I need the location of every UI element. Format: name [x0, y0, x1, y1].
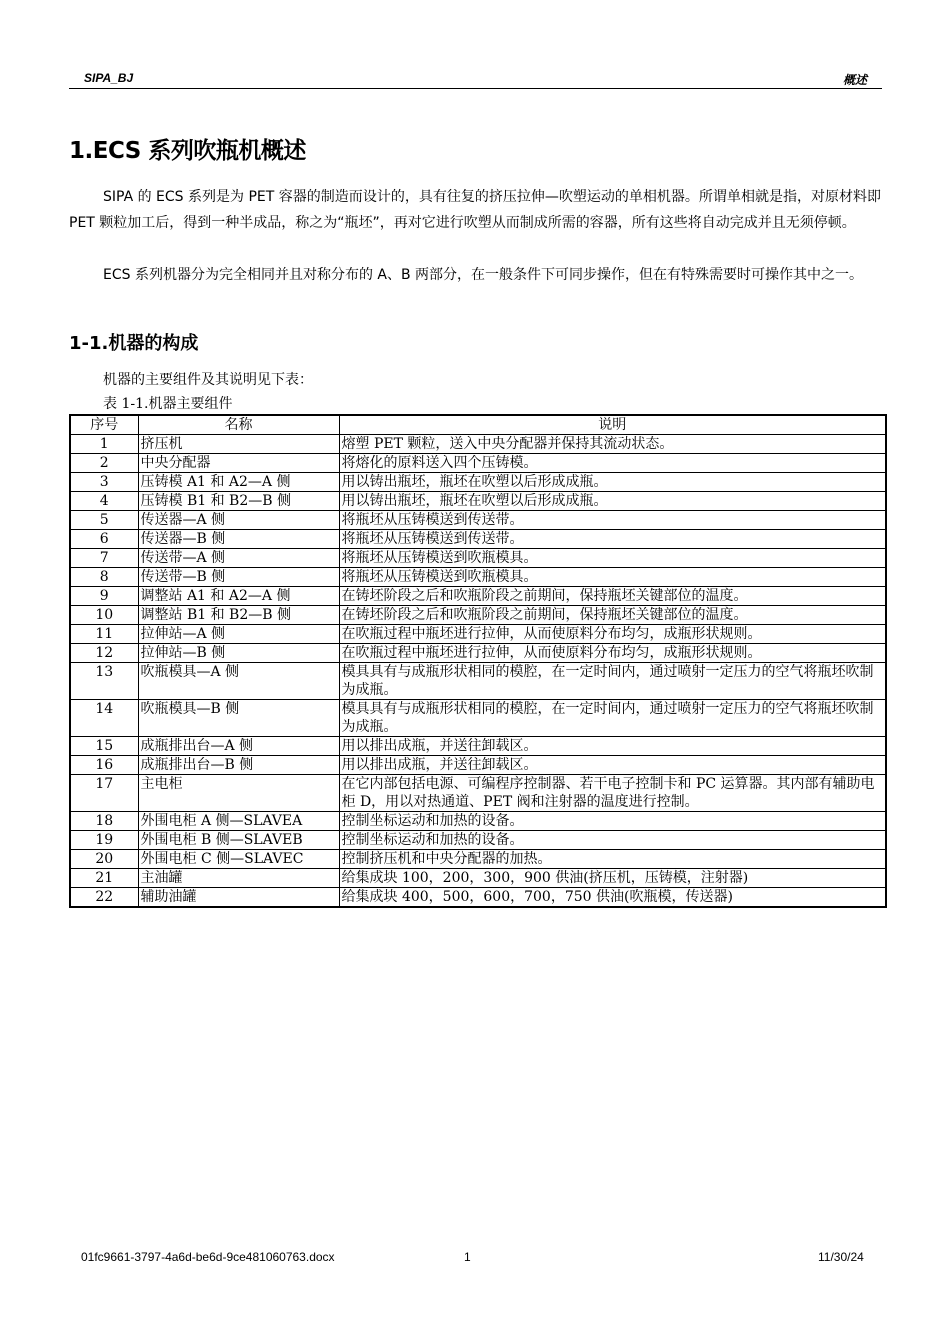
- table-header-row: [70, 415, 886, 435]
- table-row: [70, 568, 886, 587]
- cell-description: 用以铸出瓶坯，瓶坯在吹塑以后形成成瓶。: [339, 492, 886, 511]
- paragraph-2: ECS 系列机器分为完全相同并且对称分布的 A、B 两部分，在一般条件下可同步操作，但在有特殊需要时可操作其中之一。: [103, 267, 864, 283]
- cell-name: 主油罐: [138, 869, 339, 888]
- cell-description: 控制坐标运动和加热的设备。: [339, 812, 886, 831]
- cell-number: 12: [70, 644, 138, 663]
- cell-number: 13: [70, 663, 138, 700]
- table-row: [70, 888, 886, 908]
- cell-description: 模具具有与成瓶形状相同的模腔，在一定时间内，通过喷射一定压力的空气将瓶坯吹制为成瓶。: [339, 663, 886, 700]
- cell-number: 14: [70, 700, 138, 737]
- paragraph-1: SIPA 的 ECS 系列是为 PET 容器的制造而设计的，具有往复的挤压拉伸—吹塑运动的单相机器。所谓单相就是指，对原材料即 PET 颗粒加工后，得到一种半成品，称之为“瓶坯”，再对它进行吹塑从而制成所需的容器，所有这些将自动完成并且无须停顿。: [69, 189, 881, 231]
- table-row: [70, 625, 886, 644]
- table-row: [70, 737, 886, 756]
- cell-name: 传送带—A 侧: [138, 549, 339, 568]
- document-title: 1.ECS 系列吹瓶机概述: [69, 138, 306, 164]
- cell-number: 20: [70, 850, 138, 869]
- table-row: [70, 606, 886, 625]
- table-row: [70, 756, 886, 775]
- cell-name: 调整站 B1 和 B2—B 侧: [138, 606, 339, 625]
- table-row: [70, 492, 886, 511]
- table-row: [70, 549, 886, 568]
- table-row: [70, 644, 886, 663]
- cell-number: 7: [70, 549, 138, 568]
- cell-description: 控制坐标运动和加热的设备。: [339, 831, 886, 850]
- table-row: [70, 511, 886, 530]
- table-caption: 表 1-1.机器主要组件: [103, 396, 233, 412]
- footer-page-number: 1: [464, 1250, 471, 1264]
- cell-number: 4: [70, 492, 138, 511]
- cell-description: 熔塑 PET 颗粒，送入中央分配器并保持其流动状态。: [339, 435, 886, 454]
- cell-name: 中央分配器: [138, 454, 339, 473]
- section-intro: 机器的主要组件及其说明见下表：: [103, 372, 313, 388]
- cell-description: 在铸坯阶段之后和吹瓶阶段之前期间，保持瓶坯关键部位的温度。: [339, 606, 886, 625]
- cell-number: 9: [70, 587, 138, 606]
- footer-filename: 01fc9661-3797-4a6d-be6d-9ce481060763.docx: [81, 1250, 335, 1264]
- cell-name: 拉伸站—A 侧: [138, 625, 339, 644]
- cell-number: 21: [70, 869, 138, 888]
- cell-name: 传送器—B 侧: [138, 530, 339, 549]
- cell-description: 给集成块 100，200，300，900 供油(挤压机，压铸模，注射器): [339, 869, 886, 888]
- cell-name: 挤压机: [138, 435, 339, 454]
- cell-name: 拉伸站—B 侧: [138, 644, 339, 663]
- cell-description: 将瓶坯从压铸模送到吹瓶模具。: [339, 549, 886, 568]
- cell-description: 用以排出成瓶，并送往卸载区。: [339, 737, 886, 756]
- cell-description: 在它内部包括电源、可编程序控制器、若干电子控制卡和 PC 运算器。其内部有辅助电柜 D，用以对热通道、PET 阀和注射器的温度进行控制。: [339, 775, 886, 812]
- header-description: 说明: [339, 415, 886, 435]
- cell-description: 在铸坯阶段之后和吹瓶阶段之前期间，保持瓶坯关键部位的温度。: [339, 587, 886, 606]
- table-row: [70, 473, 886, 492]
- cell-description: 将熔化的原料送入四个压铸模。: [339, 454, 886, 473]
- header-right-text: 概述: [842, 73, 867, 87]
- cell-name: 成瓶排出台—B 侧: [138, 756, 339, 775]
- cell-name: 辅助油罐: [138, 888, 339, 908]
- cell-description: 在吹瓶过程中瓶坯进行拉伸，从而使原料分布均匀，成瓶形状规则。: [339, 625, 886, 644]
- cell-number: 15: [70, 737, 138, 756]
- cell-number: 11: [70, 625, 138, 644]
- cell-number: 17: [70, 775, 138, 812]
- table-row: [70, 435, 886, 454]
- cell-number: 5: [70, 511, 138, 530]
- table-row: [70, 587, 886, 606]
- section-title: 1-1.机器的构成: [69, 333, 199, 354]
- table-row: [70, 530, 886, 549]
- cell-number: 22: [70, 888, 138, 908]
- cell-description: 在吹瓶过程中瓶坯进行拉伸，从而使原料分布均匀，成瓶形状规则。: [339, 644, 886, 663]
- cell-description: 将瓶坯从压铸模送到吹瓶模具。: [339, 568, 886, 587]
- cell-name: 压铸模 A1 和 A2—A 侧: [138, 473, 339, 492]
- table-row: [70, 831, 886, 850]
- cell-name: 压铸模 B1 和 B2—B 侧: [138, 492, 339, 511]
- cell-number: 19: [70, 831, 138, 850]
- cell-description: 给集成块 400，500，600，700，750 供油(吹瓶模，传送器): [339, 888, 886, 908]
- table-row: [70, 700, 886, 737]
- cell-name: 吹瓶模具—B 侧: [138, 700, 339, 737]
- cell-name: 成瓶排出台—A 侧: [138, 737, 339, 756]
- table-row: [70, 775, 886, 812]
- cell-name: 传送器—A 侧: [138, 511, 339, 530]
- table-row: [70, 812, 886, 831]
- cell-name: 调整站 A1 和 A2—A 侧: [138, 587, 339, 606]
- cell-description: 用以排出成瓶，并送往卸载区。: [339, 756, 886, 775]
- cell-name: 外围电柜 B 侧—SLAVEB: [138, 831, 339, 850]
- cell-number: 18: [70, 812, 138, 831]
- cell-description: 控制挤压机和中央分配器的加热。: [339, 850, 886, 869]
- cell-name: 吹瓶模具—A 侧: [138, 663, 339, 700]
- cell-number: 6: [70, 530, 138, 549]
- page-header: [69, 66, 882, 89]
- header-number: 序号: [70, 415, 138, 435]
- table-row: [70, 454, 886, 473]
- table-row: [70, 663, 886, 700]
- cell-description: 模具具有与成瓶形状相同的模腔，在一定时间内，通过喷射一定压力的空气将瓶坯吹制为成瓶。: [339, 700, 886, 737]
- cell-number: 2: [70, 454, 138, 473]
- header-left-text: SIPA_BJ: [84, 71, 134, 85]
- footer-date: 11/30/24: [818, 1250, 864, 1264]
- cell-description: 用以铸出瓶坯，瓶坯在吹塑以后形成成瓶。: [339, 473, 886, 492]
- cell-name: 传送带—B 侧: [138, 568, 339, 587]
- cell-number: 3: [70, 473, 138, 492]
- cell-name: 外围电柜 A 侧—SLAVEA: [138, 812, 339, 831]
- cell-description: 将瓶坯从压铸模送到传送带。: [339, 530, 886, 549]
- table-row: [70, 850, 886, 869]
- cell-description: 将瓶坯从压铸模送到传送带。: [339, 511, 886, 530]
- table-row: [70, 869, 886, 888]
- cell-number: 1: [70, 435, 138, 454]
- header-name: 名称: [138, 415, 339, 435]
- components-table: [69, 414, 887, 908]
- cell-name: 外围电柜 C 侧—SLAVEC: [138, 850, 339, 869]
- cell-name: 主电柜: [138, 775, 339, 812]
- cell-number: 16: [70, 756, 138, 775]
- cell-number: 8: [70, 568, 138, 587]
- cell-number: 10: [70, 606, 138, 625]
